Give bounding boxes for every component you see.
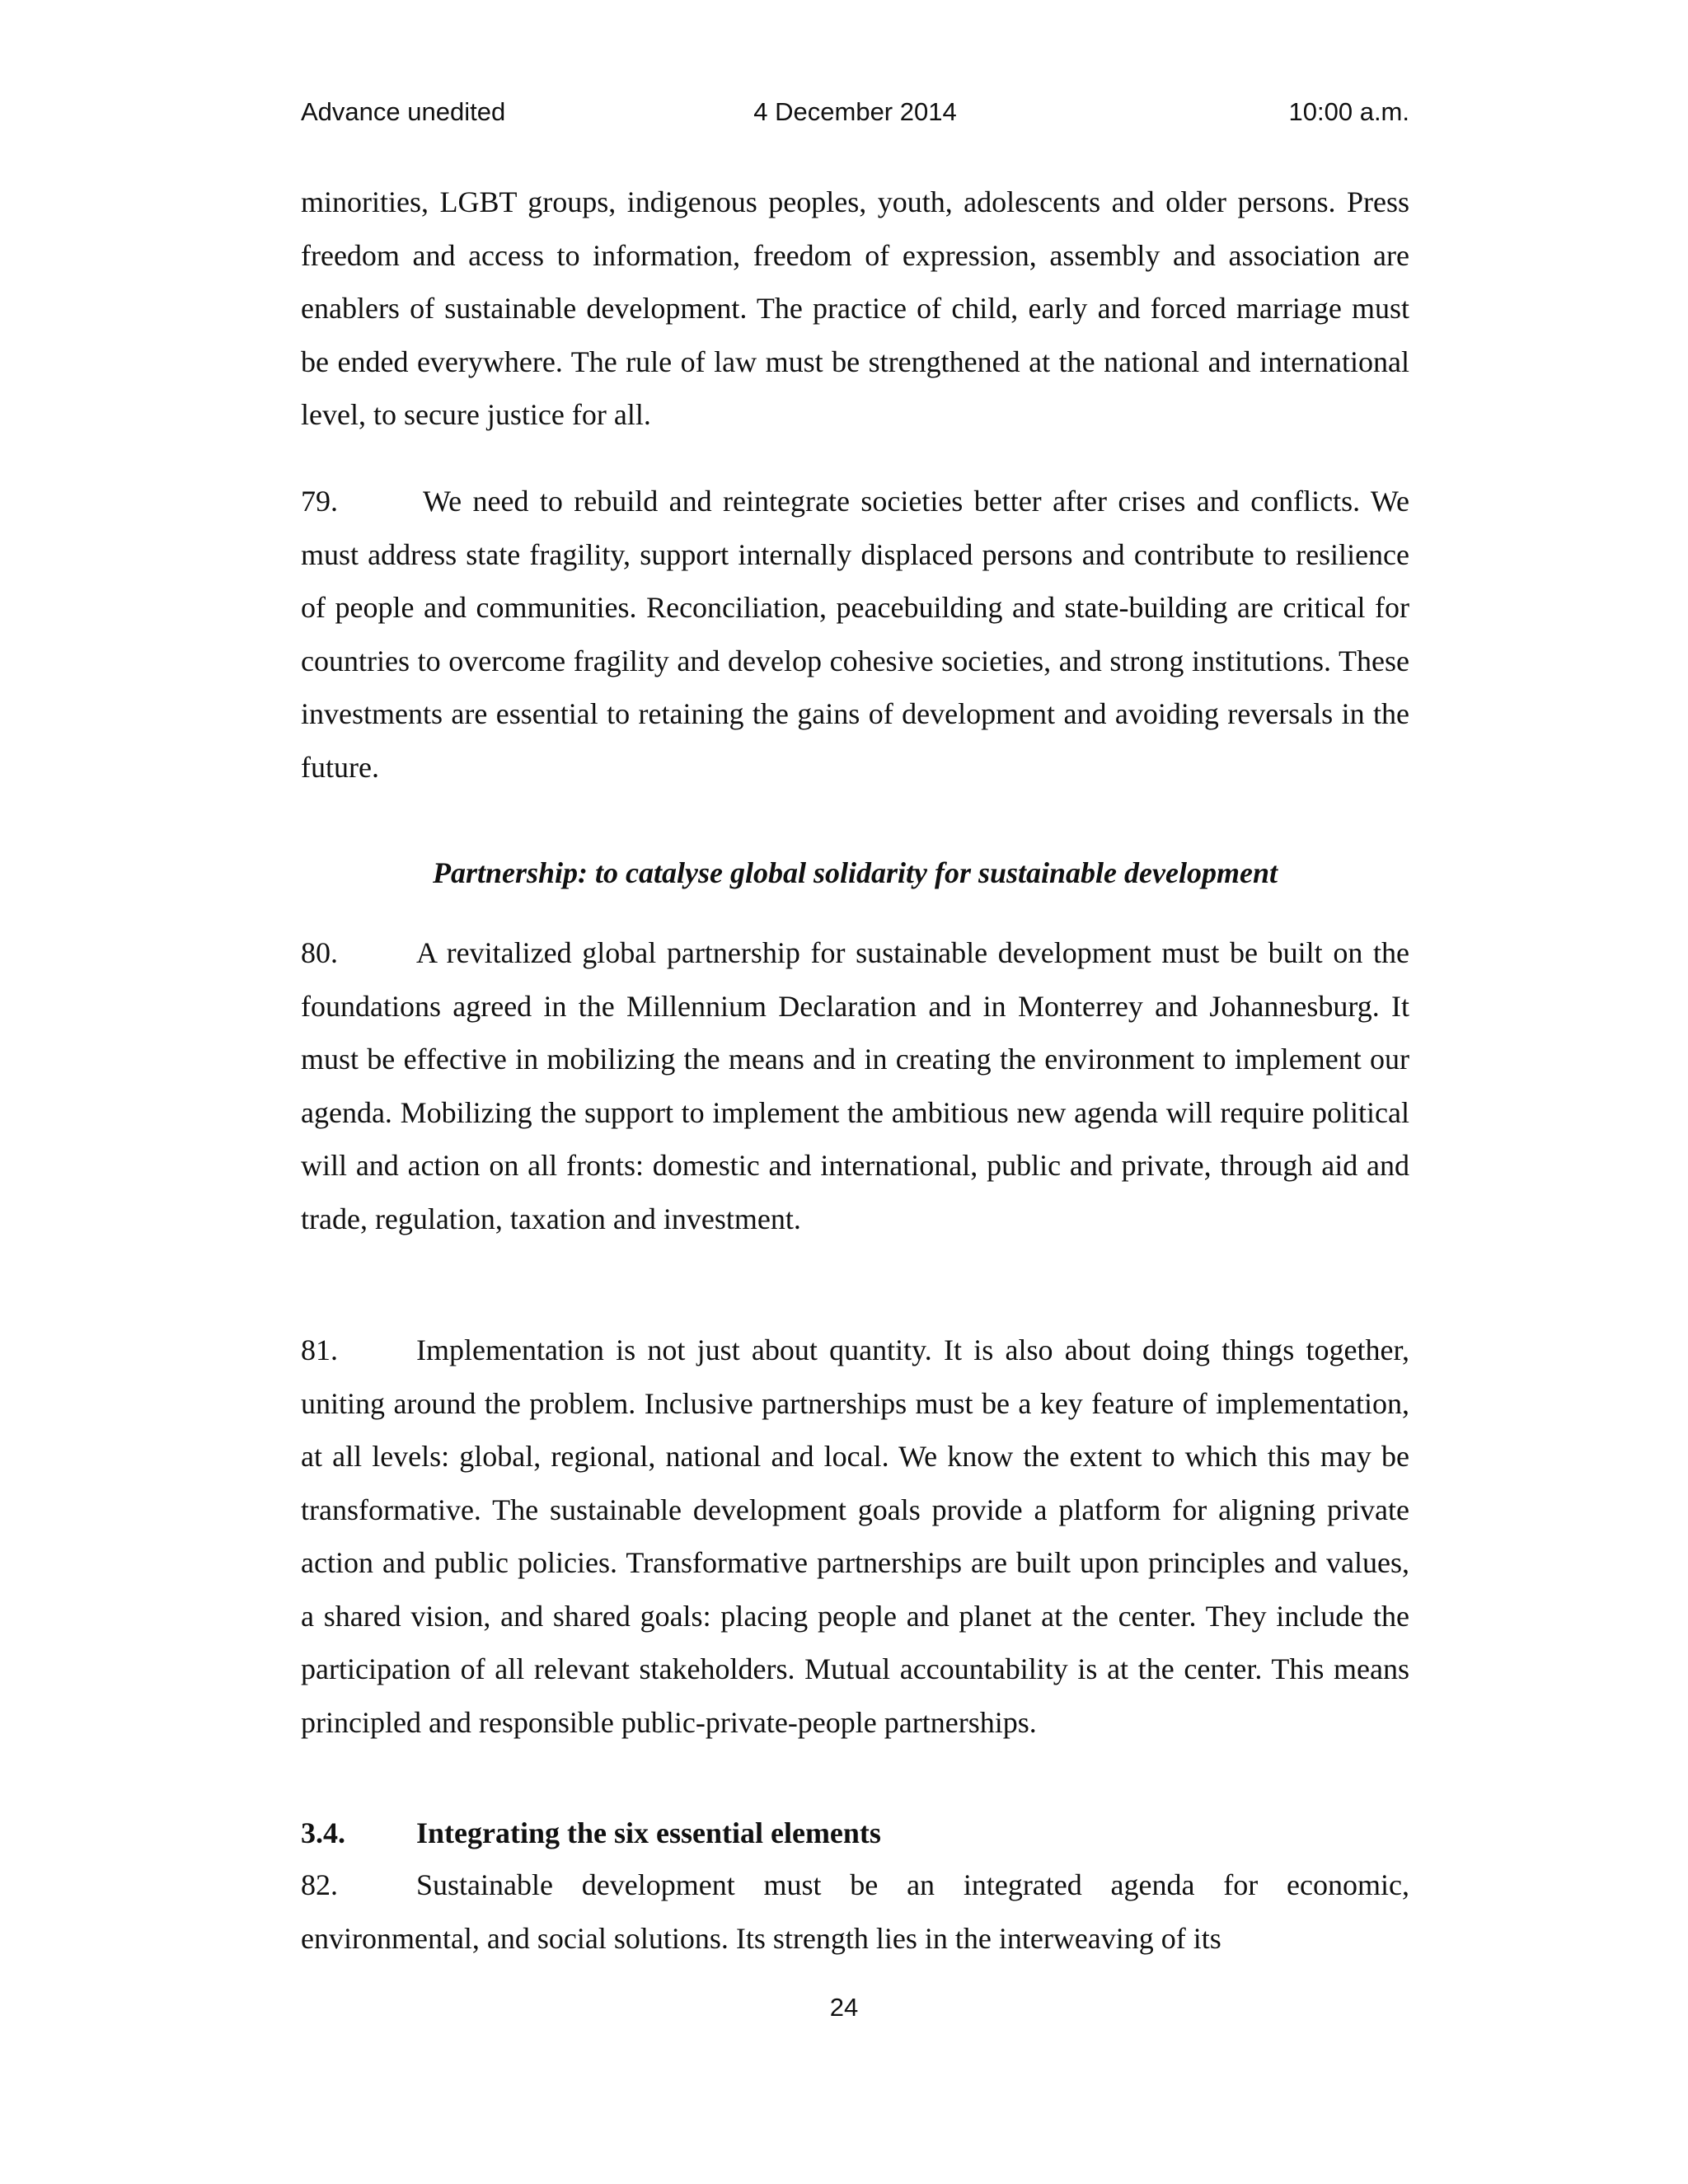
paragraph-number: 79. xyxy=(301,485,338,518)
paragraph-text: Sustainable development must be an integrated agenda for economic, environmental, and social solutions. Its strength lies in the interweaving of its xyxy=(301,1868,1409,1955)
page-header xyxy=(301,92,1409,132)
paragraph-82 xyxy=(301,1858,1409,1965)
paragraph-number: 82. xyxy=(301,1868,338,1901)
section-title: Integrating the six essential elements xyxy=(416,1816,881,1849)
paragraph-79 xyxy=(301,475,1409,794)
section-heading-3-4 xyxy=(301,1807,1409,1859)
header-date: 4 December 2014 xyxy=(753,97,957,126)
section-number: 3.4. xyxy=(301,1816,345,1849)
paragraph-81 xyxy=(301,1324,1409,1749)
section-heading-partnership: Partnership: to catalyse global solidarity for sustainable development xyxy=(433,856,1278,889)
paragraph-text: minorities, LGBT groups, indigenous peoples, youth, adolescents and older persons. Press freedom and access to information, freedom of expression, assembly and association are enablers of sustainable development. The practice of child, early and forced marriage must be ended everywhere. The rule of law must be strengthened at the national and international level, to secure justice for all. xyxy=(301,185,1409,431)
paragraph-text: We need to rebuild and reintegrate societies better after crises and conflicts. We must address state fragility, support internally displaced persons and contribute to resilience of people and communities. Reconciliation, peacebuilding and state-building are critical for countries to overcome fragility and develop cohesive societies, and strong institutions. These investments are essential to retaining the gains of development and avoiding reversals in the future. xyxy=(301,485,1409,784)
page-number: 24 xyxy=(829,1993,859,2022)
paragraph-number: 81. xyxy=(301,1333,338,1366)
paragraph-number: 80. xyxy=(301,936,338,969)
paragraph-80 xyxy=(301,926,1409,1245)
paragraph-continuation xyxy=(301,176,1409,442)
header-status: Advance unedited xyxy=(301,97,506,126)
paragraph-text: Implementation is not just about quantity. It is also about doing things together, uniting around the problem. Inclusive partnerships must be a key feature of implementation, at all levels: global, regional, national and local. We know the extent to which this may be transformative. The sustainable development goals provide a platform for aligning private action and public policies. Transformative partnerships are built upon principles and values, a shared vision, and shared goals: placing people and planet at the center. They include the participation of all relevant stakeholders. Mutual accountability is at the center. This means principled and responsible public-private-people partnerships. xyxy=(301,1333,1409,1739)
paragraph-text: A revitalized global partnership for sustainable development must be built on the foundations agreed in the Millennium Declaration and in Monterrey and Johannesburg. It must be effective in mobilizing the means and in creating the environment to implement our agenda. Mobilizing the support to implement the ambitious new agenda will require political will and action on all fronts: domestic and international, public and private, through aid and trade, regulation, taxation and investment. xyxy=(301,936,1409,1235)
header-time: 10:00 a.m. xyxy=(1288,97,1409,126)
